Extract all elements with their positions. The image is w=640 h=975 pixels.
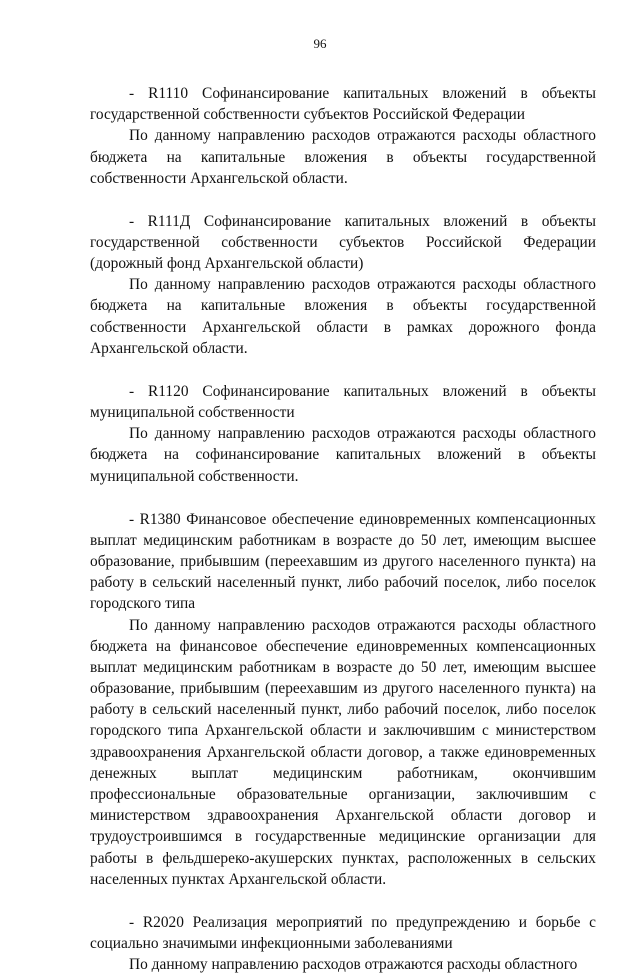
section-heading-line: социально значимыми инфекционными заболеваниями: [90, 934, 453, 952]
page-content: [90, 83, 596, 975]
budget-section: [90, 912, 596, 975]
section-gap: [90, 189, 596, 211]
page-number: 96: [313, 36, 327, 51]
section-heading-line: государственной собственности субъектов Российской Федерации: [90, 233, 596, 251]
section-heading-line: - R2020 Реализация мероприятий по предупреждению и борьбе с: [129, 913, 596, 931]
section-gap: [90, 487, 596, 509]
section-heading-line: - R1110 Софинансирование капитальных вложений в объекты: [129, 85, 596, 102]
section-body-line: По данному направлению расходов отражаются расходы областного: [129, 616, 596, 634]
section-body-line: бюджета на финансовое обеспечение единовременных компенсационных: [90, 637, 596, 655]
section-body-line: бюджета на капитальные вложения в объекты государственной: [90, 297, 596, 315]
section-body-line: работу в сельский населенный пункт, либо рабочий поселок, либо поселок: [90, 701, 596, 719]
section-heading-line: - R1120 Софинансирование капитальных вложений в объекты: [129, 382, 596, 400]
section-body-line: бюджета на софинансирование капитальных вложений в объекты: [90, 446, 596, 464]
budget-section: [90, 509, 596, 890]
section-body-line: работы в фельдшереко-акушерских пунктах, расположенных в сельских: [90, 849, 596, 867]
section-body-line: По данному направлению расходов отражаются расходы областного: [129, 127, 596, 145]
section-heading-line: выплат медицинским работникам в возрасте до 50 лет, имеющим высшее: [90, 531, 596, 549]
section-heading-line: работу в сельский населенный пункт, либо рабочий поселок, либо поселок: [90, 574, 596, 592]
section-body-line: министерством здравоохранения Архангельской области договор и: [90, 807, 596, 825]
section-heading-line: - R1380 Финансовое обеспечение единовременных компенсационных: [129, 510, 596, 528]
section-body-line: муниципальной собственности.: [90, 467, 299, 485]
section-gap: [90, 359, 596, 381]
section-body-line: трудоустроившимся в государственные медицинские организации для: [90, 828, 596, 846]
section-heading-line: муниципальной собственности: [90, 404, 295, 422]
section-body-line: собственности Архангельской области.: [90, 169, 348, 187]
section-body-line: здравоохранения Архангельской области договор, а также единовременных: [90, 743, 596, 761]
section-body-line: бюджета на капитальные вложения в объекты государственной: [90, 148, 596, 166]
section-heading-line: государственной собственности субъектов Российской Федерации: [90, 106, 525, 124]
section-body-line: По данному направлению расходов отражаются расходы областного: [129, 956, 578, 974]
section-body-line: профессиональные образовательные организации, заключившим с: [90, 786, 596, 804]
section-body-line: собственности Архангельской области в рамках дорожного фонда: [90, 318, 596, 336]
section-body-line: денежных выплат медицинским работникам, окончившим: [90, 764, 596, 782]
section-body-line: образование, прибывшим (переехавшим из другого населенного пункта) на: [90, 680, 596, 698]
section-heading-line: образование, прибывшим (переехавшим из другого населенного пункта) на: [90, 552, 596, 570]
budget-section: [90, 211, 596, 359]
section-heading-line: городского типа: [90, 595, 196, 613]
section-heading-line: (дорожный фонд Архангельской области): [90, 255, 364, 273]
budget-section: [90, 381, 596, 487]
section-gap: [90, 890, 596, 912]
section-body-line: По данному направлению расходов отражаются расходы областного: [129, 276, 596, 294]
section-heading-line: - R111Д Софинансирование капитальных вложений в объекты: [129, 212, 596, 230]
section-body-line: населенных пунктах Архангельской области.: [90, 870, 387, 888]
budget-section: [90, 83, 596, 189]
section-body-line: Архангельской области.: [90, 339, 248, 357]
section-body-line: выплат медицинским работникам в возрасте до 50 лет, имеющим высшее: [90, 658, 596, 676]
section-body-line: По данному направлению расходов отражаются расходы областного: [129, 425, 596, 443]
section-body-line: городского типа Архангельской области и заключившим с министерством: [90, 722, 596, 740]
